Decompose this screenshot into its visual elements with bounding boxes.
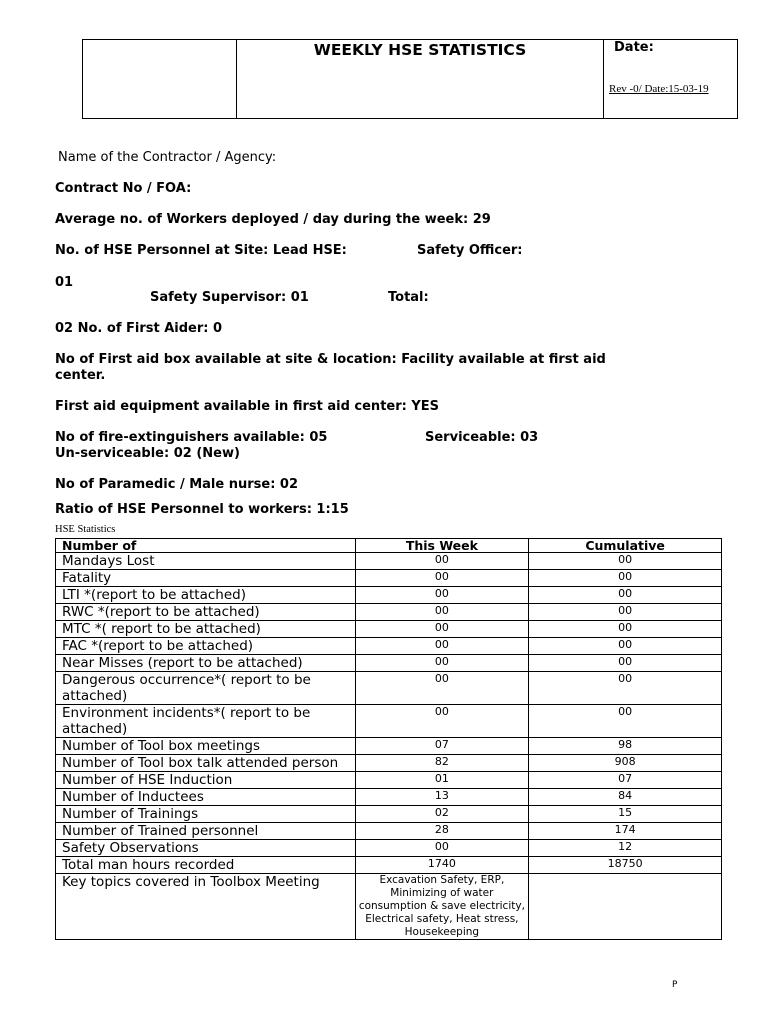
- cumulative-cell: 00: [529, 621, 722, 638]
- this-week-cell: 00: [355, 570, 529, 587]
- avg-workers-text: Average no. of Workers deployed / day during the week: 29: [55, 212, 491, 227]
- cumulative-cell: 00: [529, 672, 722, 705]
- cumulative-cell: 00: [529, 587, 722, 604]
- serviceable-text: Serviceable: 03: [425, 430, 539, 445]
- table-row: [56, 874, 722, 940]
- cumulative-cell: 12: [529, 840, 722, 857]
- row-label: LTI *(report to be attached): [56, 587, 356, 604]
- cumulative-cell: 98: [529, 738, 722, 755]
- row-label: Number of Inductees: [56, 789, 356, 806]
- date-cell: [604, 40, 738, 119]
- this-week-cell: 82: [355, 755, 529, 772]
- ratio-text: Ratio of HSE Personnel to workers: 1:15: [55, 502, 349, 517]
- total-label: Total:: [388, 290, 429, 305]
- table-row: [56, 705, 722, 738]
- logo-cell: [83, 40, 237, 119]
- table-row: [56, 621, 722, 638]
- this-week-cell: 00: [355, 621, 529, 638]
- table-row: [56, 755, 722, 772]
- date-label: Date:: [614, 40, 654, 55]
- header-table: [82, 39, 738, 119]
- fire-extinguishers-text: No of fire-extinguishers available: 05: [55, 430, 328, 445]
- this-week-cell: 00: [355, 672, 529, 705]
- cumulative-cell: 18750: [529, 857, 722, 874]
- cumulative-cell: 00: [529, 604, 722, 621]
- stats-caption: HSE Statistics: [55, 524, 116, 535]
- table-row: [56, 840, 722, 857]
- table-row: [56, 672, 722, 705]
- header-this-week: This Week: [355, 539, 529, 553]
- table-row: [56, 738, 722, 755]
- safety-supervisor-text: Safety Supervisor: 01: [150, 290, 309, 305]
- this-week-cell: 00: [355, 638, 529, 655]
- page-marker: P: [672, 980, 678, 990]
- cumulative-cell: 84: [529, 789, 722, 806]
- row-label: Total man hours recorded: [56, 857, 356, 874]
- table-row: [56, 570, 722, 587]
- page-title: WEEKLY HSE STATISTICS: [313, 41, 527, 59]
- table-row: [56, 553, 722, 570]
- this-week-cell: 00: [355, 840, 529, 857]
- contractor-label: Name of the Contractor / Agency:: [58, 150, 277, 165]
- table-row: [56, 604, 722, 621]
- this-week-cell: 13: [355, 789, 529, 806]
- table-row: [56, 638, 722, 655]
- row-label: MTC *( report to be attached): [56, 621, 356, 638]
- row-label: Key topics covered in Toolbox Meeting: [56, 874, 356, 940]
- row-label: Mandays Lost: [56, 553, 356, 570]
- hse-stats-table: [55, 538, 722, 940]
- this-week-cell: 01: [355, 772, 529, 789]
- title-cell: [237, 40, 604, 119]
- table-row: [56, 806, 722, 823]
- safety-officer-label: Safety Officer:: [417, 243, 523, 258]
- row-label: Number of Tool box meetings: [56, 738, 356, 755]
- row-label: RWC *(report to be attached): [56, 604, 356, 621]
- stats-body: [56, 553, 722, 940]
- first-aider-text: 02 No. of First Aider: 0: [55, 321, 223, 336]
- table-row: [56, 823, 722, 840]
- this-week-cell: 00: [355, 604, 529, 621]
- row-label: Environment incidents*( report to be attached): [56, 705, 356, 738]
- first-aid-equipment-text: First aid equipment available in first aid center: YES: [55, 399, 440, 414]
- row-label: Number of Trainings: [56, 806, 356, 823]
- header-number-of: Number of: [56, 539, 356, 553]
- this-week-cell: 02: [355, 806, 529, 823]
- paramedic-text: No of Paramedic / Male nurse: 02: [55, 477, 299, 492]
- table-row: [56, 789, 722, 806]
- row-label: Safety Observations: [56, 840, 356, 857]
- row-label: Fatality: [56, 570, 356, 587]
- table-row: [56, 857, 722, 874]
- cumulative-cell: [529, 874, 722, 940]
- row-label: Number of HSE Induction: [56, 772, 356, 789]
- cumulative-cell: 174: [529, 823, 722, 840]
- table-header-row: [56, 539, 722, 553]
- table-row: [56, 772, 722, 789]
- row-label: Number of Trained personnel: [56, 823, 356, 840]
- this-week-cell: 00: [355, 587, 529, 604]
- revision-text: Rev -0/ Date:15-03-19: [609, 83, 709, 95]
- unserviceable-text: Un-serviceable: 02 (New): [55, 446, 240, 461]
- this-week-cell: Excavation Safety, ERP, Minimizing of water consumption & save electricity, Electrical safety, Heat stress, Housekeeping: [355, 874, 529, 940]
- cumulative-cell: 00: [529, 570, 722, 587]
- cumulative-cell: 00: [529, 553, 722, 570]
- cumulative-cell: 15: [529, 806, 722, 823]
- cumulative-cell: 00: [529, 638, 722, 655]
- hse-personnel-text: No. of HSE Personnel at Site: Lead HSE:: [55, 243, 347, 258]
- cumulative-cell: 07: [529, 772, 722, 789]
- cumulative-cell: 00: [529, 655, 722, 672]
- this-week-cell: 07: [355, 738, 529, 755]
- this-week-cell: 1740: [355, 857, 529, 874]
- row-label: Number of Tool box talk attended person: [56, 755, 356, 772]
- table-row: [56, 655, 722, 672]
- row-label: Near Misses (report to be attached): [56, 655, 356, 672]
- row-label: Dangerous occurrence*( report to be attached): [56, 672, 356, 705]
- this-week-cell: 00: [355, 655, 529, 672]
- contract-no-label: Contract No / FOA:: [55, 181, 192, 196]
- this-week-cell: 28: [355, 823, 529, 840]
- row-label: FAC *(report to be attached): [56, 638, 356, 655]
- lead-hse-value: 01: [55, 275, 74, 290]
- this-week-cell: 00: [355, 553, 529, 570]
- table-row: [56, 587, 722, 604]
- cumulative-cell: 00: [529, 705, 722, 738]
- first-aid-box-text: No of First aid box available at site & location: Facility available at first aid: [55, 352, 606, 367]
- header-cumulative: Cumulative: [529, 539, 722, 553]
- cumulative-cell: 908: [529, 755, 722, 772]
- first-aid-box-text-2: center.: [55, 368, 106, 383]
- this-week-cell: 00: [355, 705, 529, 738]
